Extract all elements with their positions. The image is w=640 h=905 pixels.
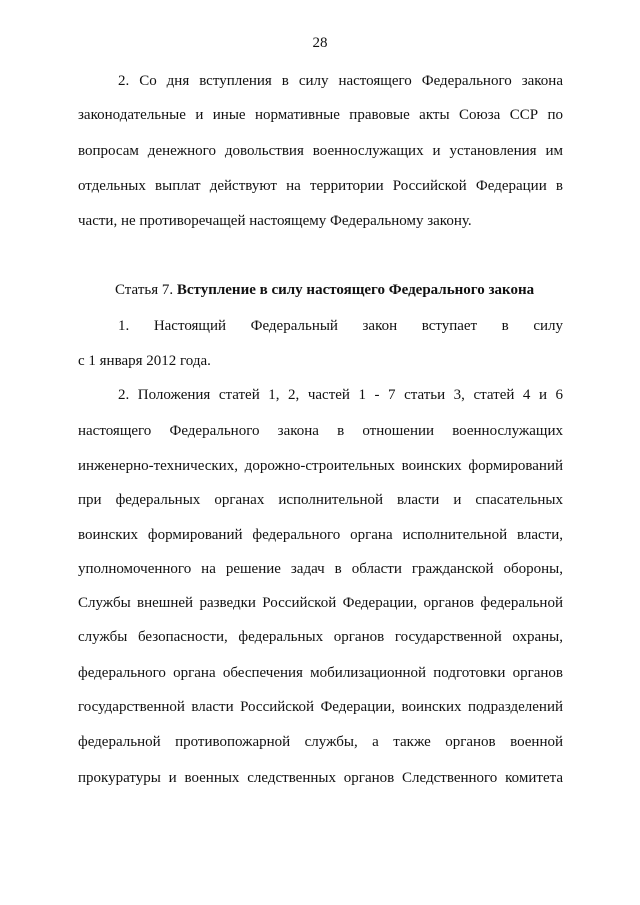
article-title: Вступление в силу настоящего Федерального закона: [176, 282, 535, 298]
paragraph-line: при федеральных органах исполнительной власти и спасательных: [78, 492, 563, 508]
paragraph-line: 2. Положения статей 1, 2, частей 1 - 7 статьи 3, статей 4 и 6: [118, 387, 563, 403]
paragraph-line: отдельных выплат действуют на территории Российской Федерации в: [78, 178, 563, 194]
paragraph-line: инженерно-технических, дорожно-строительных воинских формирований: [78, 458, 563, 474]
article-prefix: Статья 7.: [115, 282, 174, 298]
paragraph-line: настоящего Федерального закона в отношении военнослужащих: [78, 423, 563, 439]
paragraph-line: вопросам денежного довольствия военнослужащих и установления им: [78, 143, 563, 159]
page-number: 28: [312, 35, 328, 51]
paragraph-line: Службы внешней разведки Российской Федерации, органов федеральной: [78, 595, 563, 611]
paragraph-line: части, не противоречащей настоящему Федеральному закону.: [78, 213, 472, 229]
paragraph-line: уполномоченного на решение задач в области гражданской обороны,: [78, 561, 563, 577]
paragraph-line: прокуратуры и военных следственных органов Следственного комитета: [78, 770, 563, 786]
paragraph-line: федерального органа обеспечения мобилизационной подготовки органов: [78, 665, 563, 681]
paragraph-line: федеральной противопожарной службы, а также органов военной: [78, 734, 563, 750]
article-heading: [115, 280, 563, 300]
paragraph-line: 1. Настоящий Федеральный закон вступает в силу: [118, 318, 563, 334]
paragraph-line: законодательные и иные нормативные правовые акты Союза ССР по: [78, 107, 563, 123]
paragraph-line: государственной власти Российской Федерации, воинских подразделений: [78, 699, 563, 715]
paragraph-line: службы безопасности, федеральных органов государственной охраны,: [78, 629, 563, 645]
paragraph-line: с 1 января 2012 года.: [78, 353, 211, 369]
paragraph-line: 2. Со дня вступления в силу настоящего Федерального закона: [118, 73, 563, 89]
paragraph-line: воинских формирований федерального органа исполнительной власти,: [78, 527, 563, 543]
